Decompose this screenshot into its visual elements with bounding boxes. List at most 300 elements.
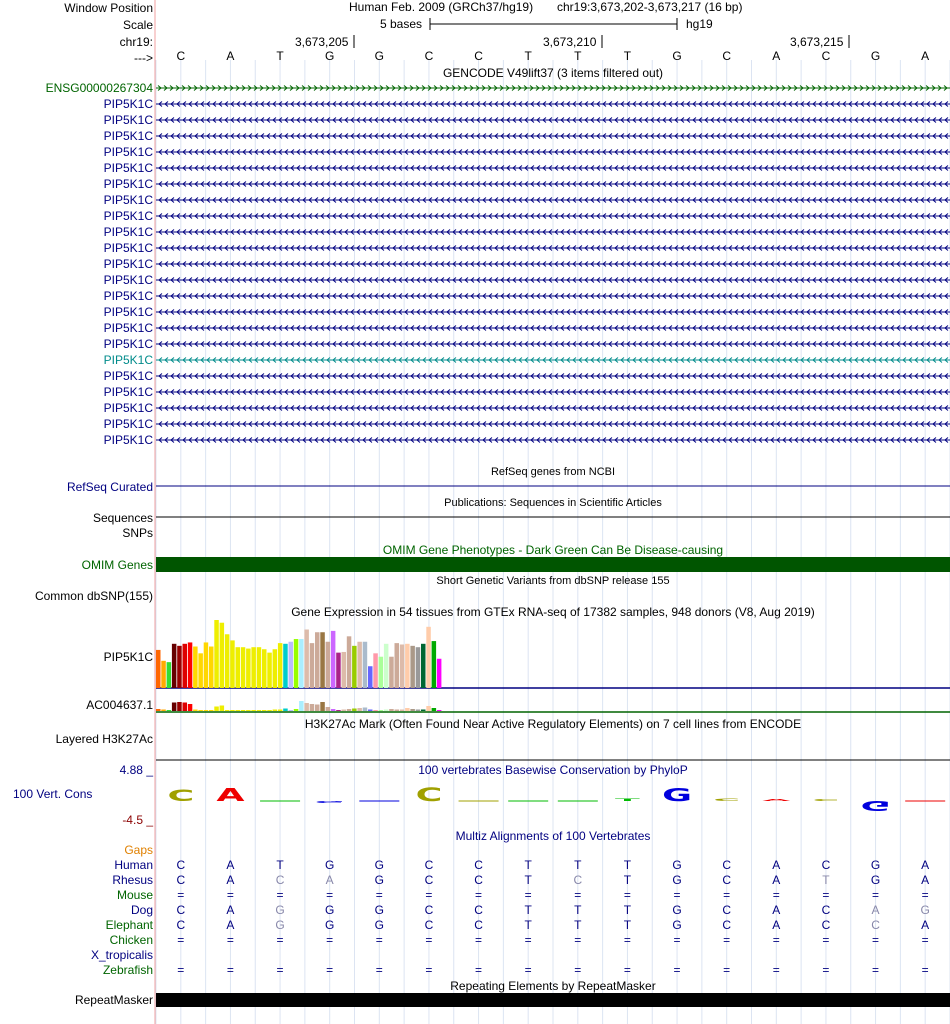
multiz-base: G: [374, 918, 384, 932]
multiz-base: =: [524, 933, 532, 947]
multiz-base: =: [872, 963, 880, 977]
gtex-bar: [188, 642, 193, 688]
multiz-base: =: [425, 963, 433, 977]
gtex-bar-2: [257, 710, 262, 711]
multiz-base: A: [921, 858, 930, 872]
reference-base: T: [524, 49, 532, 63]
gtex-gene-label-2[interactable]: AC004637.1: [86, 698, 153, 712]
gtex-bar: [379, 657, 384, 688]
gtex-bar: [236, 647, 241, 688]
gtex-bar-2: [432, 708, 437, 711]
multiz-base: A: [871, 903, 880, 917]
reference-base: C: [722, 49, 732, 63]
omim-track-label[interactable]: OMIM Genes: [81, 558, 153, 572]
gencode-item-label[interactable]: PIP5K1C: [103, 321, 153, 335]
gencode-item-label[interactable]: PIP5K1C: [103, 353, 153, 367]
multiz-base: C: [176, 903, 186, 917]
multiz-base: =: [673, 933, 681, 947]
multiz-base: A: [226, 858, 235, 872]
phylop-base-letter: G: [662, 785, 693, 806]
phylop-base-letter: C: [713, 797, 741, 802]
multiz-base: =: [921, 933, 929, 947]
multiz-base: =: [425, 888, 433, 902]
gtex-bar: [416, 647, 421, 688]
repeatmasker-track-title[interactable]: Repeating Elements by RepeatMasker: [450, 979, 656, 993]
multiz-base: =: [326, 888, 334, 902]
gtex-bar-2: [352, 709, 357, 712]
multiz-base: =: [276, 888, 284, 902]
publications-track-title[interactable]: Publications: Sequences in Scientific Articles: [444, 497, 662, 509]
multiz-base: C: [821, 858, 831, 872]
gtex-bar: [331, 631, 336, 688]
omim-track-title[interactable]: OMIM Gene Phenotypes - Dark Green Can Be Disease-causing: [382, 543, 724, 557]
multiz-base: C: [275, 873, 285, 887]
gtex-bar: [251, 647, 256, 688]
multiz-base: C: [573, 873, 583, 887]
gtex-bar-2: [299, 701, 304, 711]
gencode-item-label[interactable]: PIP5K1C: [103, 257, 153, 271]
gtex-bar: [209, 647, 214, 688]
gencode-item-label[interactable]: PIP5K1C: [103, 369, 153, 383]
gencode-item-label[interactable]: PIP5K1C: [103, 145, 153, 159]
reference-base: A: [921, 49, 930, 63]
multiz-base: =: [524, 963, 532, 977]
gtex-bar-2: [416, 710, 421, 712]
multiz-base: C: [474, 918, 483, 932]
gtex-bar-2: [405, 708, 410, 711]
gencode-item-label[interactable]: PIP5K1C: [103, 241, 153, 255]
gtex-bar: [198, 653, 203, 688]
multiz-base: T: [276, 858, 284, 872]
multiz-base: C: [474, 903, 483, 917]
gtex-bar: [262, 649, 267, 688]
multiz-base: C: [176, 918, 186, 932]
gtex-bar-2: [278, 710, 283, 712]
multiz-base: =: [822, 963, 830, 977]
gtex-bar: [315, 632, 320, 688]
gtex-bar-2: [336, 710, 341, 711]
gtex-bar-2: [373, 710, 378, 711]
gtex-bar: [214, 620, 219, 688]
gtex-bar: [289, 642, 294, 688]
phylop-base-letter: A: [216, 785, 245, 806]
gencode-item-label[interactable]: PIP5K1C: [103, 225, 153, 239]
gtex-bar: [336, 653, 341, 688]
multiz-species-label[interactable]: Chicken: [109, 933, 153, 947]
publications-sequences-label[interactable]: Sequences: [92, 511, 153, 525]
gtex-bar-2: [379, 710, 384, 711]
gtex-bar: [421, 644, 426, 688]
gtex-bar: [320, 632, 325, 688]
position-text: chr19:3,673,202-3,673,217 (16 bp): [557, 0, 743, 14]
multiz-base: =: [772, 963, 780, 977]
gtex-bar-2: [320, 702, 325, 711]
gtex-bar: [257, 647, 262, 688]
gtex-bar-2: [426, 706, 431, 711]
gencode-item-label[interactable]: PIP5K1C: [103, 209, 153, 223]
multiz-base: C: [424, 918, 434, 932]
gtex-bar-2: [315, 705, 320, 712]
gtex-bar-2: [220, 706, 225, 712]
gtex-bar-2: [209, 710, 214, 711]
multiz-base: G: [325, 918, 335, 932]
multiz-base: =: [375, 963, 383, 977]
gtex-bar: [220, 623, 225, 688]
gencode-item-label[interactable]: PIP5K1C: [103, 129, 153, 143]
multiz-base: G: [672, 858, 682, 872]
multiz-species-label[interactable]: Elephant: [105, 918, 153, 932]
gencode-track-title[interactable]: GENCODE V49lift37 (3 items filtered out): [442, 66, 664, 80]
multiz-base: =: [226, 888, 234, 902]
gtex-bar-2: [384, 710, 389, 712]
gtex-bar-2: [368, 710, 373, 712]
multiz-base: =: [177, 888, 185, 902]
reference-base: C: [821, 49, 831, 63]
multiz-base: C: [176, 858, 186, 872]
gtex-bar-2: [251, 710, 256, 711]
phylop-track-label[interactable]: 100 Vert. Cons: [13, 787, 93, 801]
phylop-max-label: 4.88 _: [119, 763, 153, 777]
multiz-base: C: [176, 873, 186, 887]
gtex-bar-2: [156, 709, 161, 711]
gtex-bar: [373, 653, 378, 688]
multiz-base: T: [574, 858, 582, 872]
gtex-bar-2: [198, 710, 203, 711]
multiz-base: =: [872, 888, 880, 902]
multiz-base: T: [574, 903, 582, 917]
multiz-base: A: [226, 873, 235, 887]
scale-db: hg19: [686, 17, 713, 31]
gtex-bar-2: [389, 709, 394, 711]
gencode-item-label[interactable]: PIP5K1C: [103, 177, 153, 191]
gtex-bar: [310, 643, 315, 688]
multiz-base: C: [474, 873, 483, 887]
multiz-base: C: [722, 918, 732, 932]
multiz-base: C: [424, 903, 434, 917]
multiz-base: =: [375, 933, 383, 947]
multiz-base: =: [822, 888, 830, 902]
multiz-base: C: [722, 858, 732, 872]
multiz-base: =: [723, 888, 731, 902]
gtex-bar: [384, 644, 389, 688]
multiz-gaps-label[interactable]: Gaps: [124, 843, 153, 857]
multiz-track-title[interactable]: Multiz Alignments of 100 Vertebrates: [455, 829, 651, 843]
multiz-base: =: [574, 888, 582, 902]
multiz-base: A: [325, 873, 334, 887]
multiz-base: =: [921, 963, 929, 977]
multiz-base: T: [574, 918, 582, 932]
gtex-bar-2: [241, 710, 246, 711]
gtex-bar: [156, 650, 161, 688]
multiz-species-label[interactable]: Rhesus: [112, 873, 153, 887]
multiz-species-label[interactable]: Mouse: [116, 888, 153, 902]
multiz-base: =: [276, 963, 284, 977]
multiz-base: A: [226, 918, 235, 932]
multiz-base: A: [921, 918, 930, 932]
gtex-track-title[interactable]: Gene Expression in 54 tissues from GTEx RNA-seq of 17382 samples, 948 donors (V8, Aug 2019): [291, 605, 815, 619]
window-position-label: Window Position: [64, 1, 153, 15]
gtex-bar-2: [410, 709, 415, 711]
gtex-bar-2: [395, 710, 400, 712]
phylop-base-letter: C: [812, 798, 840, 802]
gencode-item-label[interactable]: PIP5K1C: [103, 193, 153, 207]
publications-snps-label[interactable]: SNPs: [122, 526, 153, 540]
multiz-base: T: [524, 873, 532, 887]
reference-base: G: [325, 49, 335, 63]
multiz-base: G: [672, 918, 682, 932]
multiz-base: =: [326, 963, 334, 977]
gencode-item-label[interactable]: PIP5K1C: [103, 97, 153, 111]
gtex-bar-2: [183, 703, 188, 712]
multiz-base: A: [772, 903, 781, 917]
gtex-bar-2: [437, 710, 442, 711]
coord-tick-label: 3,673,215: [790, 35, 844, 49]
refseq-track-label[interactable]: RefSeq Curated: [66, 480, 153, 494]
phylop-track-title[interactable]: 100 vertebrates Basewise Conservation by PhyloP: [418, 763, 688, 777]
multiz-base: =: [177, 963, 185, 977]
reference-base: C: [424, 49, 434, 63]
multiz-base: A: [772, 873, 781, 887]
multiz-base: A: [772, 858, 781, 872]
multiz-base: =: [375, 888, 383, 902]
phylop-base-letter: G: [860, 797, 891, 813]
gencode-item-label[interactable]: PIP5K1C: [103, 433, 153, 447]
gtex-bar: [204, 642, 209, 688]
gtex-bar-2: [214, 707, 219, 712]
gtex-bar-2: [177, 702, 182, 711]
multiz-base: =: [623, 963, 631, 977]
gtex-bar-2: [225, 710, 230, 711]
multiz-base: T: [524, 918, 532, 932]
gtex-bar: [172, 644, 177, 688]
gtex-bar-2: [161, 710, 166, 712]
gtex-bar-2: [236, 710, 241, 711]
gtex-bar: [437, 659, 442, 688]
multiz-base: C: [871, 918, 880, 932]
phylop-base-letter: C: [415, 783, 443, 806]
gtex-bar-2: [204, 710, 209, 711]
multiz-base: =: [623, 933, 631, 947]
assembly-title: Human Feb. 2009 (GRCh37/hg19): [349, 0, 534, 14]
reference-base: G: [870, 49, 881, 63]
multiz-base: =: [623, 888, 631, 902]
multiz-base: T: [623, 873, 632, 887]
gtex-bar: [241, 647, 246, 688]
multiz-species-label[interactable]: Zebrafish: [102, 963, 153, 977]
gtex-bar: [368, 666, 373, 688]
reference-base: C: [176, 49, 186, 63]
gtex-bar: [246, 649, 251, 688]
gtex-bar-2: [357, 708, 362, 711]
gtex-bar: [183, 644, 188, 688]
multiz-base: G: [920, 903, 930, 917]
multiz-base: T: [822, 873, 830, 887]
repeatmasker-track-label[interactable]: RepeatMasker: [74, 993, 153, 1007]
gtex-bar: [389, 657, 394, 688]
gtex-bar-2: [421, 710, 426, 712]
phylop-base-letter: C: [167, 786, 195, 805]
phylop-min-label: -4.5 _: [122, 813, 153, 827]
reference-base: T: [623, 49, 632, 63]
phylop-base-letter: A: [762, 798, 791, 802]
multiz-base: A: [772, 918, 781, 932]
multiz-base: =: [772, 888, 780, 902]
multiz-base: =: [326, 933, 334, 947]
refseq-track-title[interactable]: RefSeq genes from NCBI: [490, 466, 616, 478]
reference-base: A: [226, 49, 235, 63]
multiz-base: G: [325, 858, 335, 872]
reference-base: G: [374, 49, 384, 63]
gtex-bar-2: [310, 704, 315, 711]
gtex-bar: [432, 641, 437, 688]
gtex-bar: [347, 636, 352, 688]
multiz-base: =: [673, 888, 681, 902]
multiz-base: T: [623, 903, 632, 917]
h3k27ac-track-title[interactable]: H3K27Ac Mark (Often Found Near Active Regulatory Elements) on 7 cell lines from ENCODE: [304, 717, 802, 731]
multiz-species-label[interactable]: X_tropicalis: [90, 948, 153, 962]
multiz-base: G: [672, 903, 682, 917]
gtex-bar: [326, 642, 331, 688]
gtex-bar: [395, 643, 400, 688]
gtex-bar-2: [347, 709, 352, 711]
gtex-bar-2: [342, 710, 347, 712]
gencode-item-label[interactable]: PIP5K1C: [103, 417, 153, 431]
multiz-base: =: [772, 933, 780, 947]
gtex-bar: [426, 627, 431, 688]
phylop-base-letter: G: [314, 800, 345, 804]
gtex-bar: [304, 630, 309, 688]
gtex-bar: [161, 661, 166, 688]
multiz-base: =: [226, 963, 234, 977]
gtex-gene-label[interactable]: PIP5K1C: [103, 650, 153, 664]
gencode-item-label[interactable]: PIP5K1C: [103, 113, 153, 127]
gtex-bar-2: [262, 710, 267, 711]
multiz-base: G: [374, 903, 384, 917]
multiz-base: G: [275, 903, 285, 917]
gtex-bar: [294, 639, 299, 688]
multiz-base: =: [921, 888, 929, 902]
multiz-base: G: [325, 903, 335, 917]
gencode-item-label[interactable]: ENSG00000267304: [45, 81, 153, 95]
multiz-base: G: [374, 858, 384, 872]
gencode-item-label[interactable]: PIP5K1C: [103, 289, 153, 303]
omim-bar: [156, 557, 950, 572]
multiz-base: G: [275, 918, 285, 932]
multiz-base: C: [722, 873, 732, 887]
multiz-base: C: [821, 903, 831, 917]
multiz-base: =: [723, 933, 731, 947]
multiz-base: T: [524, 903, 532, 917]
gtex-bar-2: [283, 709, 288, 712]
gtex-bar-2: [188, 704, 193, 711]
gtex-bar-2: [230, 710, 235, 711]
gtex-bar-2: [289, 710, 294, 711]
dbsnp-track-title[interactable]: Short Genetic Variants from dbSNP release 155: [436, 575, 670, 587]
multiz-base: =: [475, 963, 483, 977]
gencode-item-label[interactable]: PIP5K1C: [103, 305, 153, 319]
reference-base: A: [772, 49, 781, 63]
multiz-base: C: [821, 918, 831, 932]
multiz-base: =: [524, 888, 532, 902]
multiz-base: =: [276, 933, 284, 947]
multiz-base: T: [623, 858, 632, 872]
gtex-bar: [278, 643, 283, 688]
gencode-item-label[interactable]: PIP5K1C: [103, 337, 153, 351]
multiz-base: =: [822, 933, 830, 947]
multiz-base: T: [623, 918, 632, 932]
gtex-bar: [352, 646, 357, 688]
gtex-bar: [400, 644, 405, 688]
multiz-base: =: [723, 963, 731, 977]
multiz-base: T: [524, 858, 532, 872]
reference-base: G: [672, 49, 682, 63]
multiz-base: =: [177, 933, 185, 947]
gtex-bar: [283, 644, 288, 688]
multiz-base: A: [226, 903, 235, 917]
multiz-base: =: [872, 933, 880, 947]
chrom-label: chr19:: [119, 35, 153, 49]
gtex-bar: [342, 652, 347, 688]
gtex-bar: [357, 642, 362, 688]
gtex-bar: [193, 647, 198, 688]
gtex-bar: [363, 642, 368, 688]
gtex-bar: [267, 653, 272, 688]
gtex-bar: [167, 662, 172, 688]
strand-label: --->: [134, 51, 153, 65]
multiz-base: =: [673, 963, 681, 977]
gencode-item-label[interactable]: PIP5K1C: [103, 385, 153, 399]
reference-base: T: [574, 49, 582, 63]
gtex-bar-2: [400, 710, 405, 712]
multiz-species-label[interactable]: Human: [114, 858, 153, 872]
multiz-base: C: [474, 858, 483, 872]
multiz-base: =: [475, 888, 483, 902]
coord-tick-label: 3,673,210: [543, 35, 597, 49]
dbsnp-track-label[interactable]: Common dbSNP(155): [34, 589, 153, 603]
gtex-bar-2: [172, 703, 177, 712]
scale-label: Scale: [122, 18, 153, 32]
multiz-base: A: [921, 873, 930, 887]
gencode-item-label[interactable]: PIP5K1C: [103, 401, 153, 415]
h3k27ac-track-label[interactable]: Layered H3K27Ac: [55, 732, 153, 746]
gtex-bar: [225, 634, 230, 688]
multiz-base: G: [672, 873, 682, 887]
gtex-bar-2: [267, 710, 272, 711]
gtex-bar: [410, 646, 415, 688]
multiz-species-label[interactable]: Dog: [130, 903, 153, 917]
multiz-base: C: [722, 903, 732, 917]
gtex-bar-2: [273, 710, 278, 712]
gtex-bar: [273, 649, 278, 688]
coord-tick-label: 3,673,205: [295, 35, 349, 49]
multiz-base: =: [425, 933, 433, 947]
gencode-item-label[interactable]: PIP5K1C: [103, 273, 153, 287]
multiz-base: =: [475, 933, 483, 947]
gtex-bar-2: [304, 703, 309, 711]
multiz-base: G: [374, 873, 384, 887]
gtex-bar-2: [193, 710, 198, 712]
phylop-base-letter: T: [615, 797, 640, 802]
gtex-bar: [177, 646, 182, 688]
repeatmasker-bar: [156, 993, 950, 1007]
multiz-base: =: [226, 933, 234, 947]
gencode-item-label[interactable]: PIP5K1C: [103, 161, 153, 175]
gtex-bar-2: [246, 710, 251, 711]
multiz-base: =: [574, 963, 582, 977]
reference-base: C: [474, 49, 483, 63]
multiz-base: G: [870, 858, 881, 872]
gtex-bar: [405, 644, 410, 688]
